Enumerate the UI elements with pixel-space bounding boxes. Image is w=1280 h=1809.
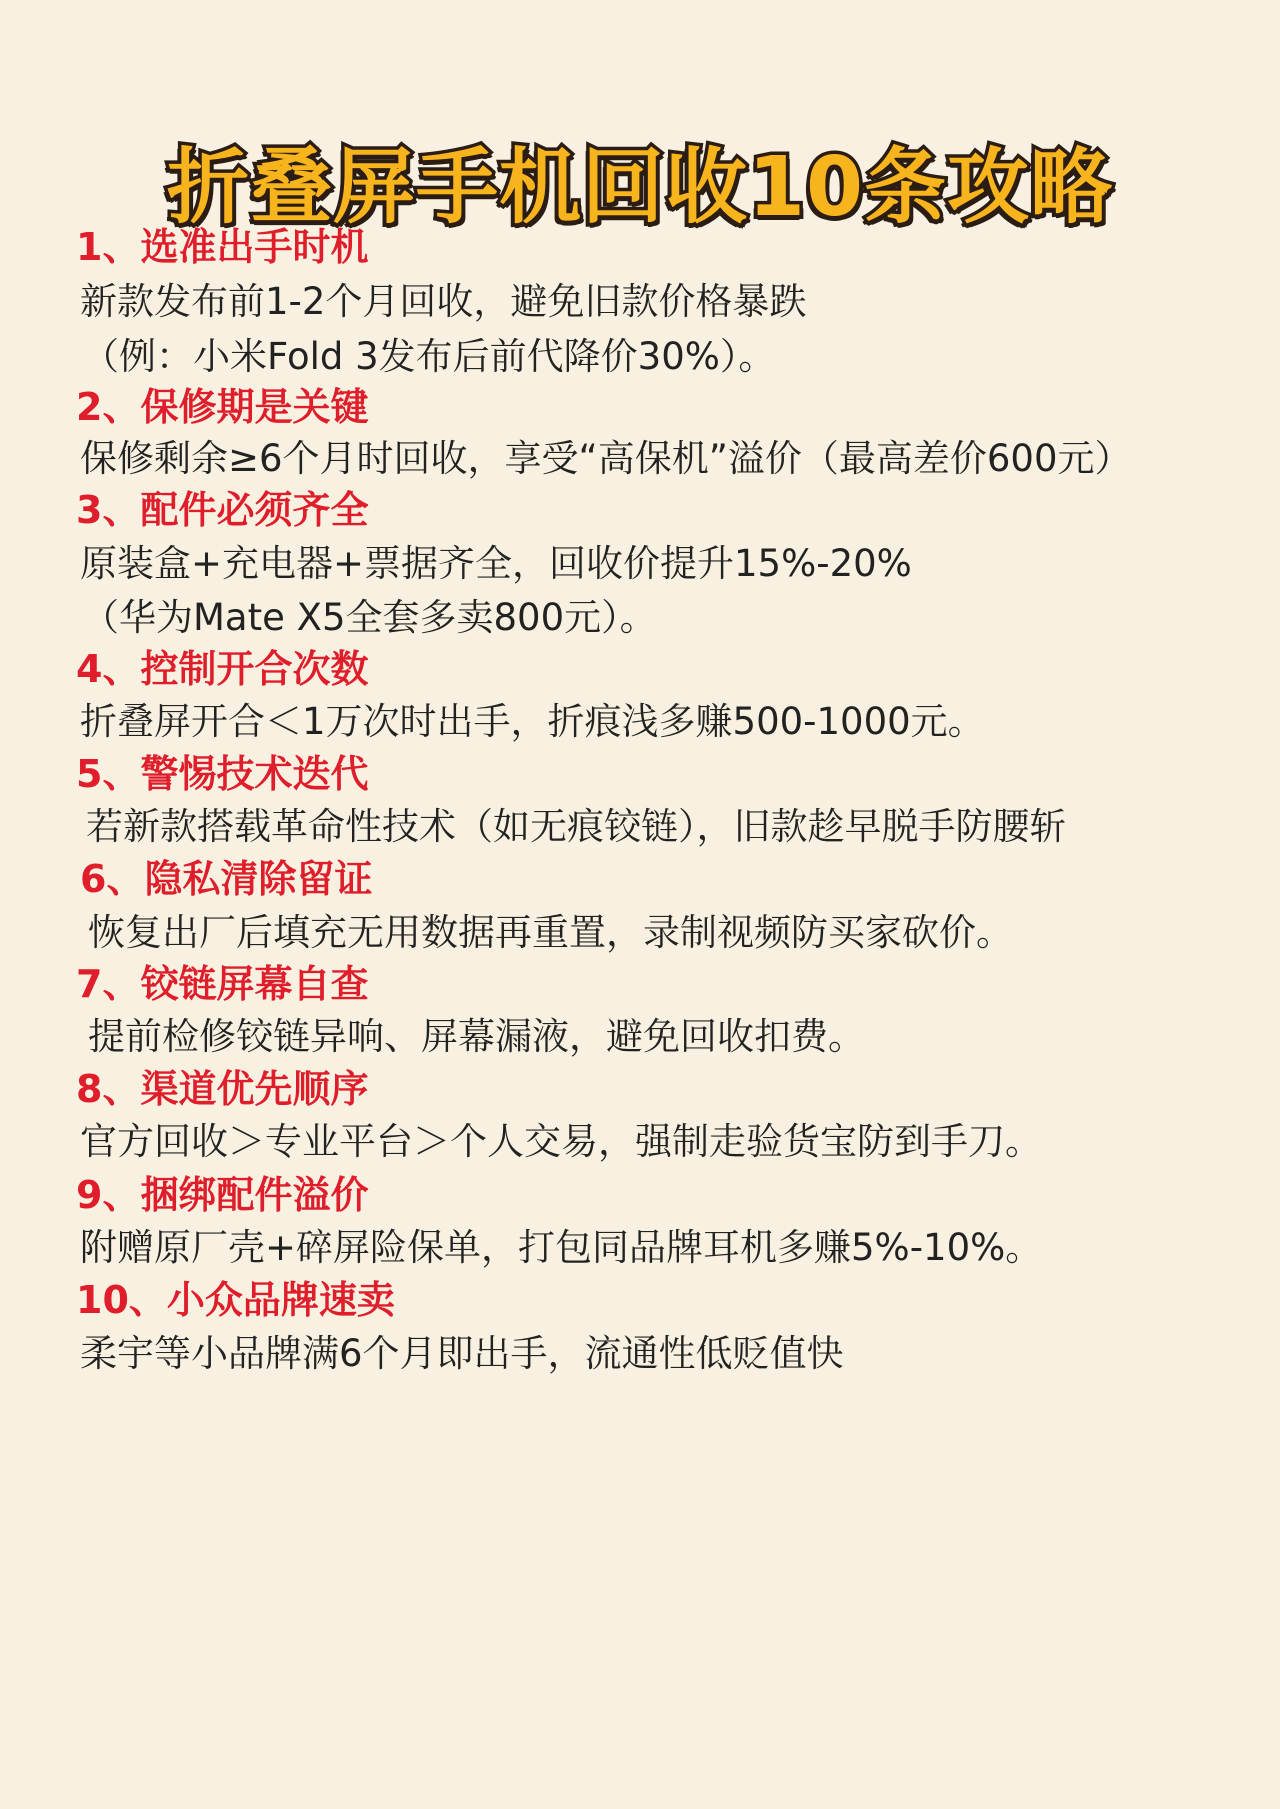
tip-7-heading: 7、铰链屏幕自查	[76, 962, 369, 1006]
tip-4-heading: 4、控制开合次数	[76, 647, 369, 691]
tip-3-line-1: 原装盒+充电器+票据齐全，回收价提升15%-20%	[80, 542, 912, 585]
tip-6-line-1: 恢复出厂后填充无用数据再重置，录制视频防买家砍价。	[88, 911, 1013, 954]
tip-10-line-1: 柔宇等小品牌满6个月即出手，流通性低贬值快	[80, 1332, 844, 1375]
tip-4-line-1: 折叠屏开合＜1万次时出手，折痕浅多赚500-1000元。	[80, 700, 985, 743]
tip-5-heading: 5、警惕技术迭代	[76, 752, 369, 796]
tip-3-line-2: （华为Mate X5全套多卖800元）。	[82, 596, 657, 639]
tip-10-heading: 10、小众品牌速卖	[76, 1278, 395, 1322]
tip-7-line-1: 提前检修铰链异响、屏幕漏液，避免回收扣费。	[88, 1015, 865, 1058]
tip-5-line-1: 若新款搭载革命性技术（如无痕铰链），旧款趁早脱手防腰斩	[86, 805, 1067, 848]
tip-1-line-2: （例：小米Fold 3发布后前代降价30%）。	[82, 335, 776, 378]
tip-2-line-1: 保修剩余≥6个月时回收，享受“高保机”溢价（最高差价600元）	[80, 437, 1132, 480]
tip-1-line-1: 新款发布前1-2个月回收，避免旧款价格暴跌	[80, 280, 807, 323]
tip-8-heading: 8、渠道优先顺序	[76, 1067, 369, 1111]
tip-9-heading: 9、捆绑配件溢价	[76, 1173, 369, 1217]
tip-2-heading: 2、保修期是关键	[76, 385, 369, 429]
tip-8-line-1: 官方回收＞专业平台＞个人交易，强制走验货宝防到手刀。	[80, 1120, 1042, 1163]
page-title: 折叠屏手机回收10条攻略	[166, 139, 1114, 235]
tip-9-line-1: 附赠原厂壳+碎屏险保单，打包同品牌耳机多赚5%-10%。	[80, 1226, 1043, 1269]
tip-3-heading: 3、配件必须齐全	[76, 488, 369, 532]
tip-1-heading: 1、选准出手时机	[76, 225, 369, 269]
tip-6-heading: 6、隐私清除留证	[80, 857, 373, 901]
